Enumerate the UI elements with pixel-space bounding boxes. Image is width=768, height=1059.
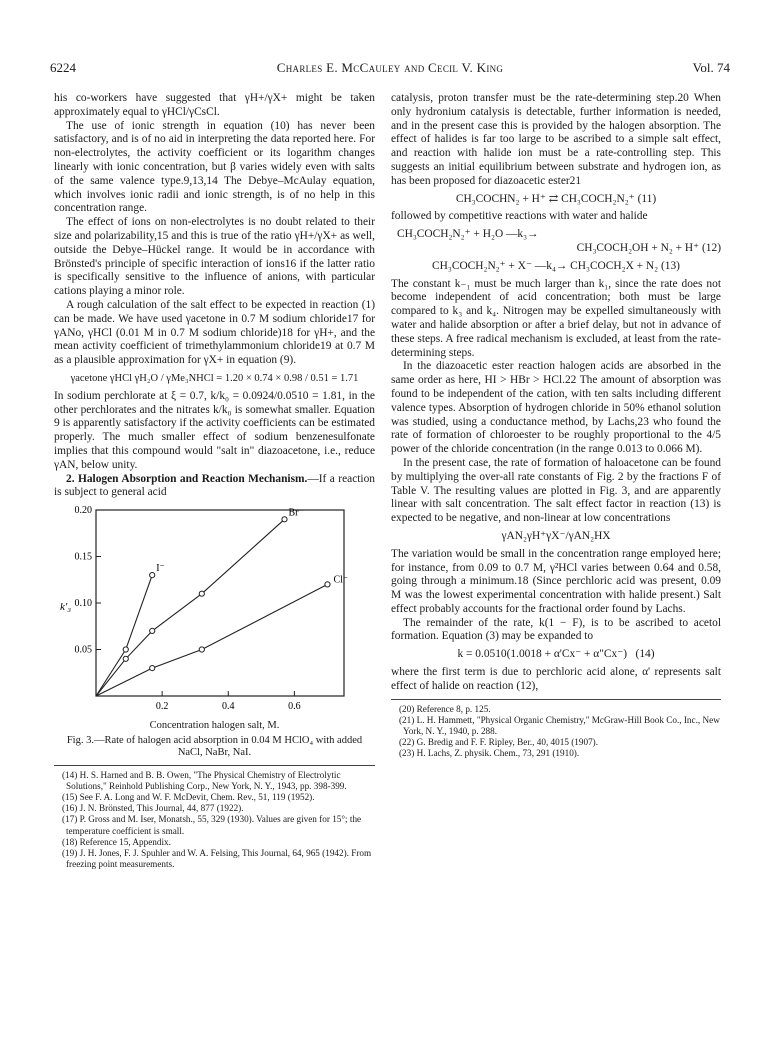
equation-12-part1: CH₃COCH₂N₂⁺ + H₂O —k₃→ (397, 228, 539, 241)
paragraph: The remainder of the rate, k(1 − F), is to be ascribed to acetol formation. Equation (3) may be expanded to (391, 616, 721, 643)
footnote: (23) H. Lachs, Z. physik. Chem., 73, 291 (1910). (399, 748, 580, 759)
running-authors: Charles E. McCauley and Cecil V. King (276, 60, 504, 75)
equation-gamma: γAN₂γH⁺γX⁻/γAN₂HX (501, 529, 611, 542)
paragraph: The effect of ions on non-electrolytes is no doubt related to their size and polarizability,15 and this is true of the ratio γH+/γX+ as well, outside the Debye–Hückel range. It would be in accordance with Brönsted's principle of specific interaction of ions16 if the latter ratio is specifically sensitive to the influence of anions, with particular cations playing a minor role. (54, 216, 375, 298)
data-point (150, 573, 155, 578)
paragraph: catalysis, proton transfer must be the rate-determining step.20 When only hydronium catalysis is detectable, further information is needed, and in the present case this is provided by the halogen absorption. The effect of halides is far too large to be ascribed to a simple salt effect, and reaction with halide ion must be a rate-controlling step. This suggests an initial equilibrium between substrate and hydrogen ion, as has been proposed for diazoacetic ester21 (391, 92, 721, 187)
data-point (282, 517, 287, 522)
series-line (96, 519, 284, 696)
data-point (150, 666, 155, 671)
paragraph: followed by competitive reactions with water and halide (391, 210, 648, 223)
y-tick-label: 0.15 (74, 551, 92, 563)
paragraph: In the present case, the rate of formation of haloacetone can be found by multiplying the over-all rate constants of Fig. 2 by the fractions F of Table V. The resulting values are plotted in Fig. 3, and are apparently linear with salt concentration. The salt effect factor in reaction (13) is expected to be negative, and non-linear at low concentrations (391, 456, 721, 525)
equation-14: k = 0.0510(1.0018 + α'Cx⁻ + α"Cx⁻) (14) (457, 648, 655, 661)
y-tick-label: 0.10 (74, 598, 92, 610)
right-column (391, 92, 721, 760)
footnote: (17) P. Gross and M. Iser, Monatsh., 55, 329 (1930). Values are given for 15°; the temperature coefficient is small. (62, 814, 362, 836)
footnote: (15) See F. A. Long and W. F. McDevit, Chem. Rev., 51, 119 (1952). (62, 792, 315, 803)
section-paragraph (54, 473, 375, 501)
footnote: (16) J. N. Brönsted, This Journal, 44, 877 (1922). (62, 803, 244, 814)
data-point (123, 647, 128, 652)
rate-chart (54, 506, 375, 718)
data-point (199, 591, 204, 596)
figure-3 (54, 506, 375, 760)
series-label: Cl⁻ (333, 574, 349, 586)
section-heading: 2. Halogen Absorption and Reaction Mechanism. (66, 472, 308, 485)
left-column (54, 92, 375, 870)
x-tick-label: 0.6 (288, 701, 301, 713)
data-point (123, 656, 128, 661)
y-tick-label: 0.20 (74, 506, 92, 517)
page-header (50, 60, 730, 78)
footnote: (21) L. H. Hammett, "Physical Organic Chemistry," McGraw-Hill Book Co., Inc., New York, N. Y., 1940, p. 288. (399, 714, 720, 737)
paragraph: where the first term is due to perchloric acid alone, α' represents salt effect of halide on reaction (12), (391, 666, 721, 692)
equation-12-part2: CH₃COCH₂OH + N₂ + H⁺ (12) (576, 241, 721, 254)
y-tick-label: 0.05 (74, 644, 92, 656)
paragraph: In the diazoacetic ester reaction halogen acids are absorbed in the same order as here, HI > HBr > HCl.22 The amount of absorption was found to be independent of the cation, with ten salts including different valence types. Absorption of hydrogen chloride in 50% ethanol solution was studied, using a conductance method, by Lachs,23 who found the rate of formation of chloroester to be roughly proportional to the 4/5 power of the chloride concentration (in the range 0.013 to 0.066 M). (391, 360, 721, 456)
paragraph: A rough calculation of the salt effect to be expected in reaction (1) can be made. We have used γacetone in 0.7 M sodium chloride17 for γANo, γHCl (0.01 M in 0.7 M sodium chloride)18 for γH+, and the mean activity coefficient of trimethylammonium chloride19 at 0.7 M as a plausible approximation for γX+ in equation (9). (54, 298, 375, 367)
paragraph: The variation would be small in the concentration range employed here; for instance, from 0.09 to 0.7 M, γ²HCl varies between 0.64 and 0.58, going through a minimum.18 (Since perchloric acid was present, 0.09 M was the lowest experimental concentration with halide present.) Salt effect probably accounts for the fractional order found by Lachs. (391, 547, 721, 615)
footnote: (22) G. Bredig and F. F. Ripley, Ber., 40, 4015 (1907). (399, 737, 599, 748)
equation-13: CH₃COCH₂N₂⁺ + X⁻ —k₄→ CH₃COCH₂X + N₂ (13) (432, 259, 680, 272)
x-tick-label: 0.2 (155, 701, 169, 713)
figure-axis-caption: Concentration halogen salt, M. (149, 720, 280, 732)
paragraph: The constant k₋₁ must be much larger than k₁, since the rate does not become independent of acid concentration; both must be large compared to k₃ and k₄. Nitrogen may be expelled simultaneously with water and halide absorption or after a brief delay, but not in advance of these steps. A free radical mechanism is excluded, at least from the rate-determining steps. (391, 277, 721, 359)
footnote: (19) J. H. Jones, F. J. Spuhler and W. A. Felsing, This Journal, 64, 965 (1942). From freezing point measurements. (62, 848, 372, 870)
page-number: 6224 (50, 60, 76, 75)
paragraph: The use of ionic strength in equation (10) has never been satisfactory, and is of no aid in interpreting the data reported here. For non-electrolytes, the activity coefficient or its logarithm changes linearly with ionic concentration, but β varies widely even with salts of the same valence type.9,13,14 The Debye–McAulay equation, which involves ionic radii and ionic strength, is of no help in this concentration range. (54, 119, 375, 215)
footnotes-left (54, 765, 375, 871)
volume-label: Vol. 74 (692, 60, 730, 75)
series-line (96, 585, 327, 697)
plot-frame (96, 510, 344, 696)
figure-caption: Fig. 3.—Rate of halogen acid absorption in 0.04 M HClO₄ with added NaCl, NaBr, NaI. (66, 734, 363, 759)
paragraph: In sodium perchlorate at ξ = 0.7, k/k₀ = 0.0924/0.0510 = 1.81, in the other perchlorates and the nitrates k/k₀ is somewhat smaller. Equation 9 is apparently satisfactory if the activity coefficients can be estimated properly. The much smaller effect of sodium benzenesulfonate implies that this compound would "salt in" diazoacetone, i.e., reduce γAN, below unity. (54, 389, 375, 471)
footnote: (20) Reference 8, p. 125. (399, 703, 491, 714)
section-text: —If a reaction is subject to general acid (54, 472, 375, 499)
series-line (96, 575, 152, 696)
footnote: (14) H. S. Harned and B. B. Owen, "The Physical Chemistry of Electrolytic Solutions," Reinhold Publishing Corp., New York, N. Y., 1943, pp. 398-399. (62, 769, 347, 791)
equation-11: CH₃COCHN₂ + H⁺ ⇄ CH₃COCH₂N₂⁺ (11) (455, 192, 657, 205)
equation-activity: γacetone γHCl γH₂O / γMe₃NHCl = 1.20 × 0.74 × 0.98 / 0.51 = 1.71 (70, 372, 359, 384)
footnotes-right (391, 699, 721, 760)
data-point (199, 647, 204, 652)
x-tick-label: 0.4 (222, 701, 235, 713)
series-label: I⁻ (156, 563, 165, 575)
footnote-rule (391, 699, 721, 700)
footnote: (18) Reference 15, Appendix. (62, 836, 171, 847)
footnote-rule (54, 765, 375, 766)
paragraph: his co-workers have suggested that γH+/γX+ might be taken approximately equal to γHCl/γCsCl. (54, 92, 375, 118)
data-point (150, 628, 155, 633)
y-axis-label: k′₃ (60, 601, 72, 614)
data-point (325, 582, 330, 587)
series-label: Br⁻ (288, 507, 304, 519)
